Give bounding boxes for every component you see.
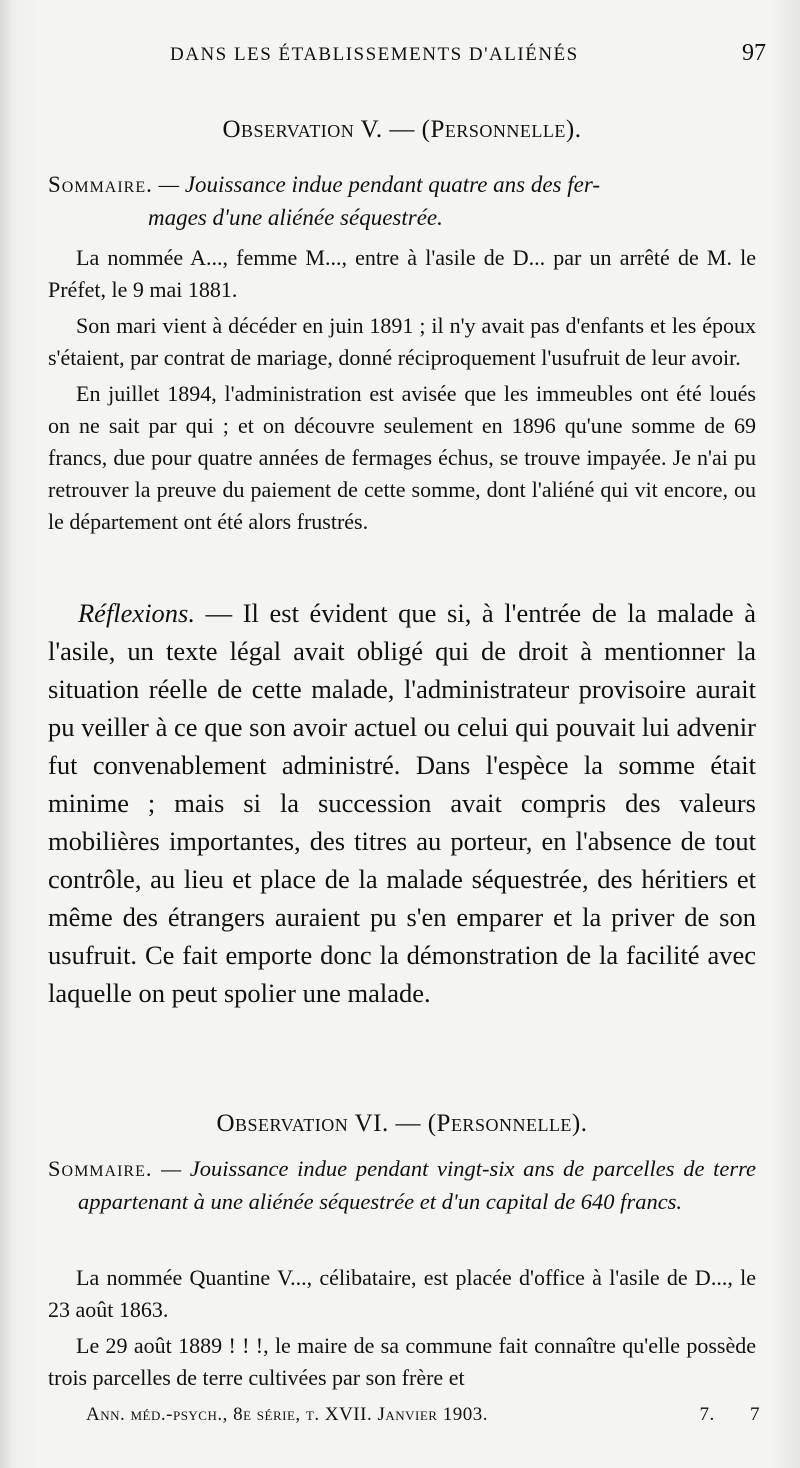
observation-6-summary	[48, 1152, 756, 1218]
paragraph: La nommée A..., femme M..., entre à l'asile de D... par un arrêté de M. le Préfet, le 9 mai 1881.	[48, 245, 756, 302]
journal-reference: Ann. méd.-psych., 8e série, t. XVII. Janvier 1903.	[86, 1404, 488, 1425]
observation-6-body	[48, 1262, 756, 1394]
observation-5-heading: Observation V. — (Personnelle).	[222, 116, 582, 143]
paragraph: Le 29 août 1889 ! ! !, le maire de sa commune fait connaître qu'elle possède trois parcelles de terre cultivées par son frère et	[48, 1333, 756, 1390]
running-title: DANS LES ÉTABLISSEMENTS D'ALIÉNÉS	[170, 44, 579, 65]
reflexions-text: — Il est évident que si, à l'entrée de la malade à l'asile, un texte légal avait obligé qui de droit à mentionner la situation réelle de cette malade, l'administrateur provisoire aurait pu veiller à ce que son avoir actuel ou celui qui pouvait lui advenir fut convenablement administré. Dans l'espèce la somme était minime ; mais si la succession avait compris des valeurs mobilières importantes, des titres au porteur, en l'absence de tout contrôle, au lieu et place de la malade séquestrée, des héritiers et même des étrangers auraient pu s'en emparer et la priver de son usufruit. Ce fait emporte donc la démonstration de la facilité avec laquelle on peut spolier une malade.	[48, 598, 756, 1008]
summary-continuation: mages d'une aliénée séquestrée.	[148, 205, 443, 230]
paragraph: Son mari vient à décéder en juin 1891 ; il n'y avait pas d'enfants et les époux s'étaient, par contrat de mariage, donné réciproquement l'usufruit de leur avoir.	[48, 313, 756, 370]
observation-5-body	[48, 242, 756, 538]
signature-mark: 7. 7	[699, 1404, 760, 1425]
observation-6-heading: Observation VI. — (Personnelle).	[216, 1110, 588, 1137]
summary-text: — Jouissance indue pendant quatre ans des fer-	[158, 172, 601, 197]
summary-label: Sommaire.	[48, 1156, 153, 1181]
summary-label: Sommaire.	[48, 172, 153, 197]
paragraph: La nommée Quantine V..., célibataire, est placée d'office à l'asile de D..., le 23 août 1863.	[48, 1265, 756, 1322]
summary-text: — Jouissance indue pendant vingt-six ans de parcelles de terre appartenant à une aliénée séquestrée et d'un capital de 640 francs.	[78, 1156, 756, 1214]
page-number: 97	[742, 40, 766, 66]
reflexions-section	[48, 594, 756, 1012]
reflexions-label: Réflexions.	[78, 598, 195, 628]
paragraph: En juillet 1894, l'administration est avisée que les immeubles ont été loués on ne sait par qui ; et on découvre seulement en 1896 qu'une somme de 69 francs, due pour quatre années de fermages échus, se trouve impayée. Je n'ai pu retrouver la preuve du paiement de cette somme, dont l'aliéné qui vit encore, ou le département ont été alors frustrés.	[48, 381, 756, 534]
observation-5-summary	[48, 168, 756, 234]
